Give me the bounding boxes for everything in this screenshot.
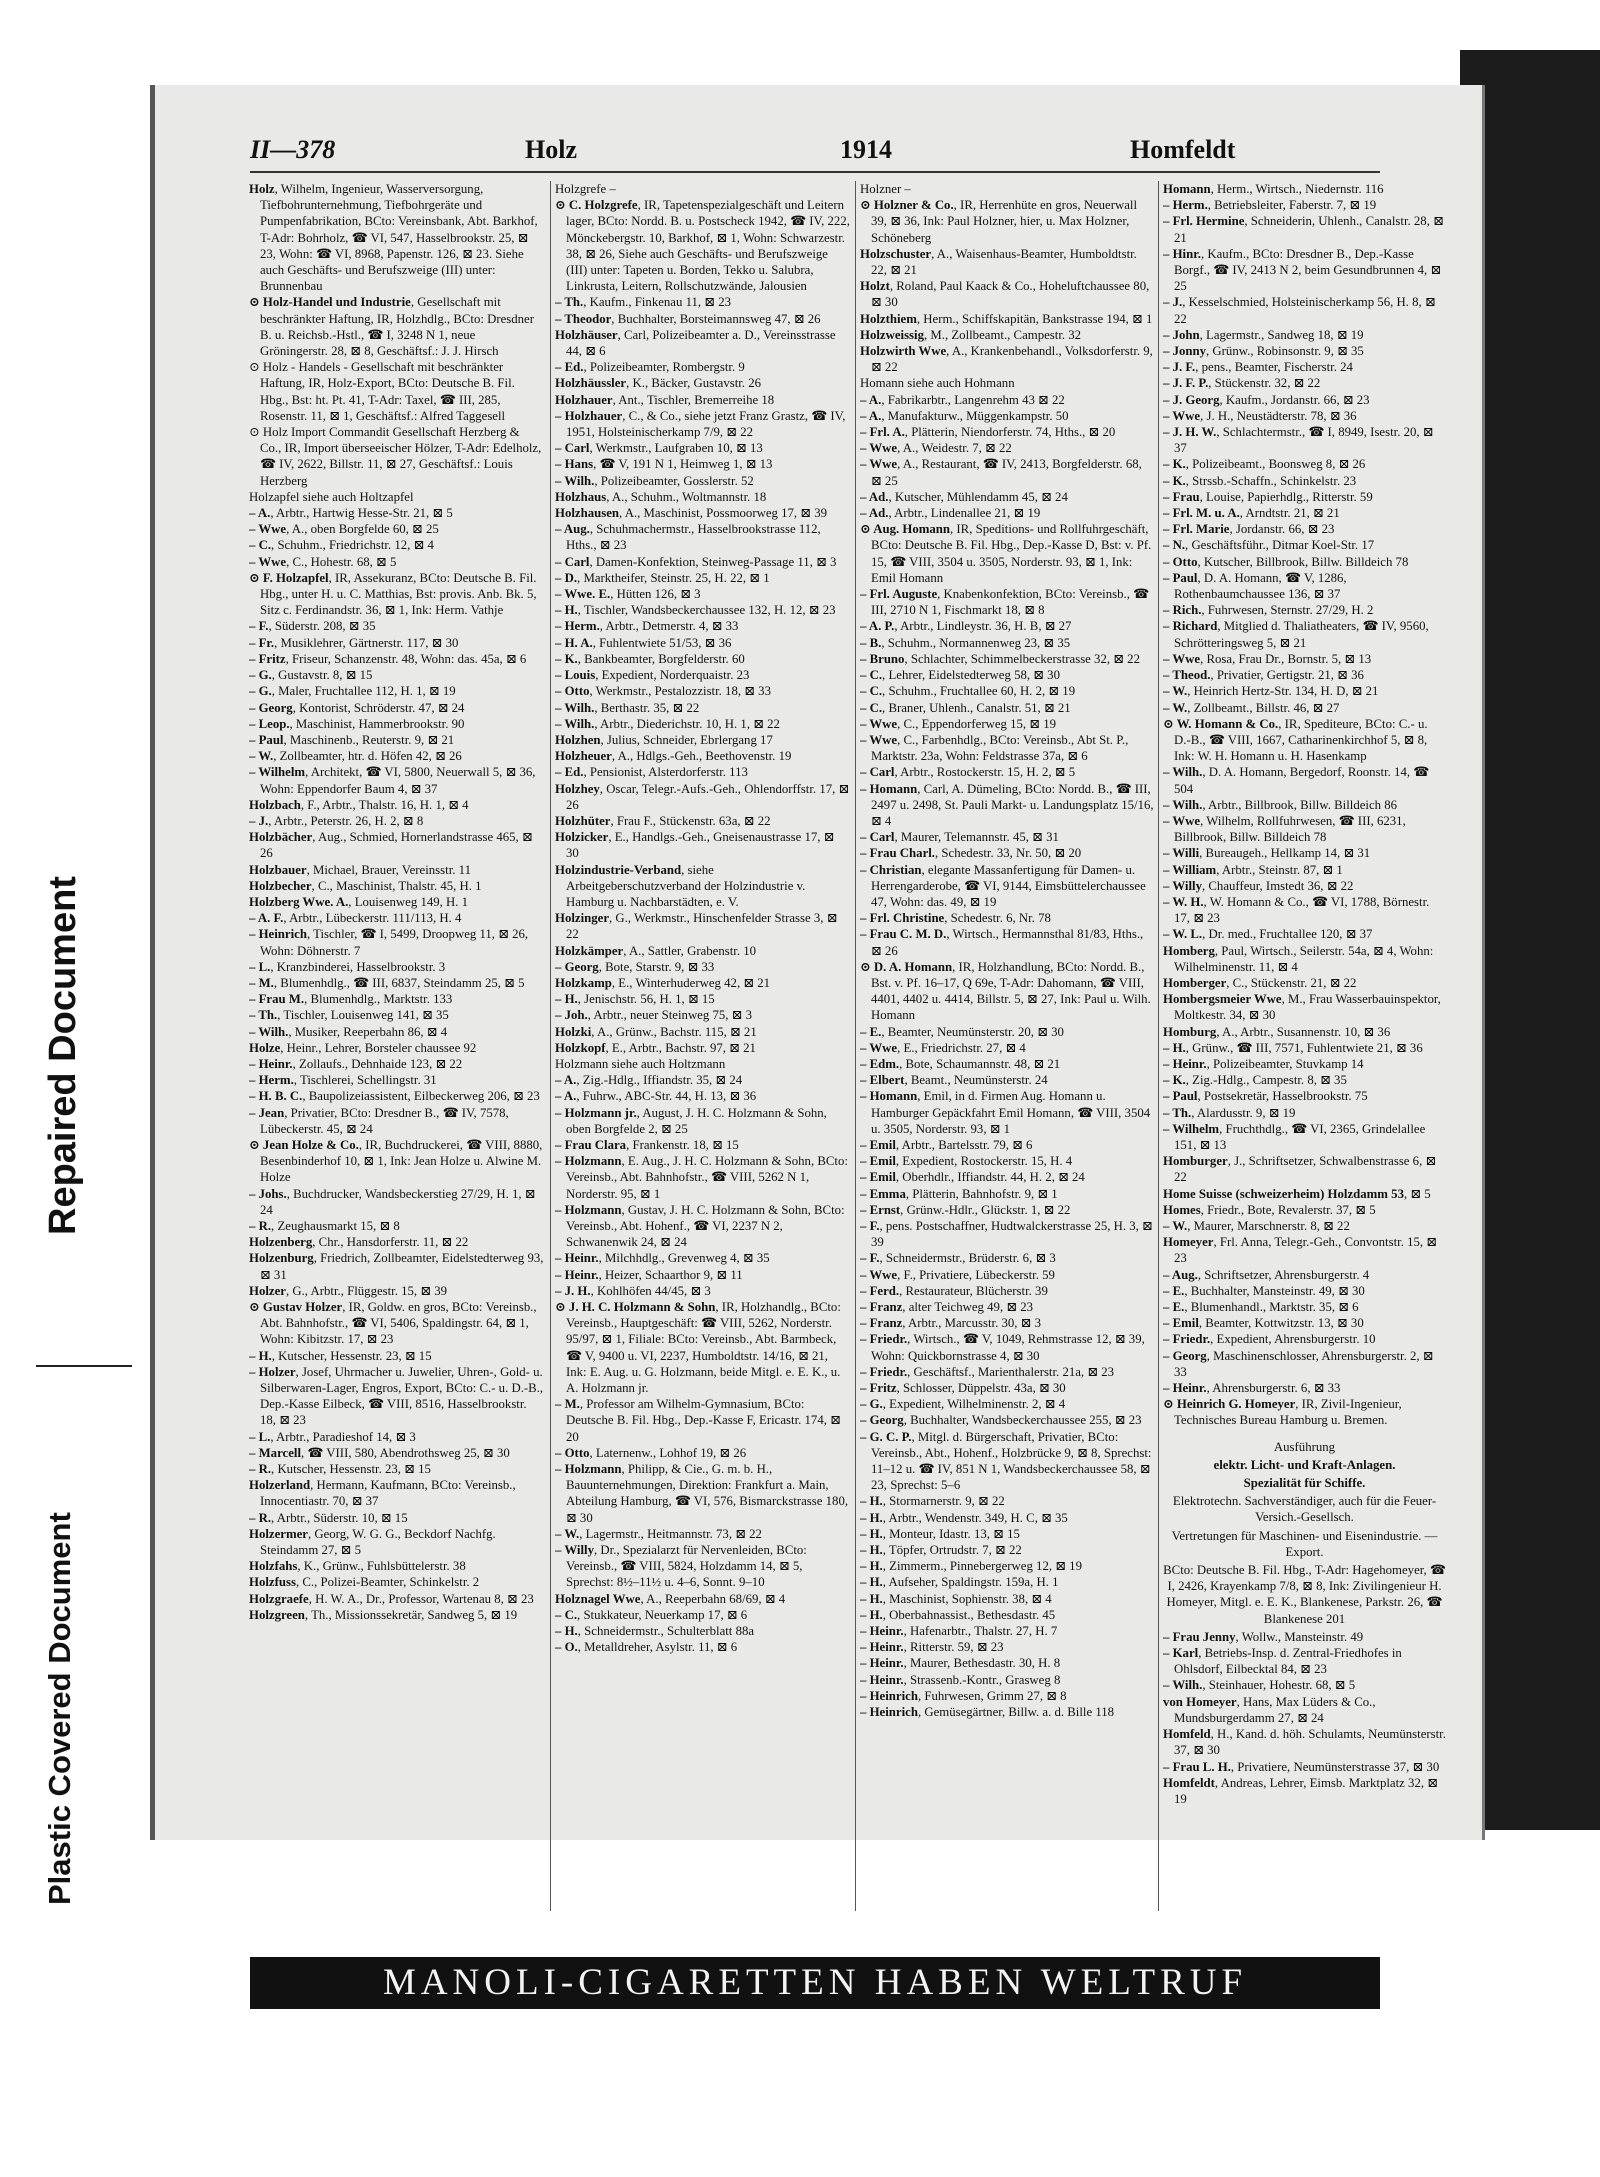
directory-entry: – Wwe, J. H., Neustädterstr. 78, ⊠ 36 [1163, 408, 1357, 423]
directory-entry: – Otto, Werkmstr., Pestalozzistr. 18, ⊠ 33 [555, 684, 771, 699]
directory-entry: – William, Arbtr., Steinstr. 87, ⊠ 1 [1163, 862, 1343, 877]
directory-entry: – L., Arbtr., Paradieshof 14, ⊠ 3 [249, 1429, 416, 1444]
directory-entry: – E., Beamter, Neumünsterstr. 20, ⊠ 30 [860, 1024, 1064, 1039]
directory-entry: – Wilh., Arbtr., Diederichstr. 10, H. 1, ⊠ 22 [555, 716, 780, 731]
directory-entry: Holzicker, E., Handlgs.-Geh., Gneisenaustrasse 17, ⊠ 30 [555, 830, 835, 861]
directory-entry: – Edm., Bote, Schaumannstr. 48, ⊠ 21 [860, 1056, 1061, 1071]
directory-entry: – Frl. M. u. A., Arndtstr. 21, ⊠ 21 [1163, 506, 1340, 521]
directory-entry: Holzki, A., Grünw., Bachstr. 115, ⊠ 21 [555, 1024, 757, 1039]
directory-entry: – Fritz, Schlosser, Düppelstr. 43a, ⊠ 30 [860, 1381, 1066, 1396]
directory-entry: – Frau L. H., Privatiere, Neumünsterstrasse 37, ⊠ 30 [1163, 1759, 1440, 1774]
directory-entry: Holzhen, Julius, Schneider, Ebrlergang 17 [555, 732, 773, 747]
directory-entry: Hombergsmeier Wwe, M., Frau Wasserbauinspektor, Moltkestr. 34, ⊠ 30 [1163, 992, 1441, 1023]
directory-entry: – E., Buchhalter, Mansteinstr. 49, ⊠ 30 [1163, 1283, 1365, 1298]
directory-entry: Holzhüter, Frau F., Stückenstr. 63a, ⊠ 22 [555, 813, 771, 828]
directory-entry: – K., Strssb.-Schaffn., Schinkelstr. 23 [1163, 473, 1357, 488]
directory-entry: – Wwe, E., Friedrichstr. 27, ⊠ 4 [860, 1040, 1026, 1055]
directory-entry: – Wilh., Steinhauer, Hohestr. 68, ⊠ 5 [1163, 1678, 1356, 1693]
directory-entry: – A., Fuhrw., ABC-Str. 44, H. 13, ⊠ 36 [555, 1089, 757, 1104]
directory-entry: – J. F., pens., Beamter, Fischerstr. 24 [1163, 360, 1353, 375]
column-4-entries [1163, 181, 1446, 1429]
directory-entry: – Heinrich, Tischler, ☎ I, 5499, Droopweg 11, ⊠ 26, Wohn: Döhnerstr. 7 [249, 927, 529, 958]
directory-entry: – Homann, Carl, A. Dümeling, BCto: Nordd. B., ☎ III, 2497 u. 2498, St. Pauli Markt- u. Landungsplatz 15/16, ⊠ 4 [860, 781, 1154, 828]
directory-entry: – C., Lehrer, Eidelstedterweg 58, ⊠ 30 [860, 668, 1060, 683]
directory-entry: – Holzer, Josef, Uhrmacher u. Juwelier, Uhren-, Gold- u. Silberwaren-Lager, Engros, Export, BCto: C.- u. D.-B., Dep.-Kasse Eilbeck, ☎ VIII, 8516, Hasselbrookstr. 18, ⊠ 23 [249, 1364, 544, 1428]
directory-entry: – Aug., Schriftsetzer, Ahrensburgerstr. 4 [1163, 1267, 1370, 1282]
directory-entry: – Heinrich, Fuhrwesen, Grimm 27, ⊠ 8 [860, 1688, 1067, 1703]
directory-entry: Holzbach, F., Arbtr., Thalstr. 16, H. 1, ⊠ 4 [249, 797, 469, 812]
directory-entry: – N., Geschäftsführ., Ditmar Koel-Str. 17 [1163, 538, 1375, 553]
directory-entry: – Georg, Buchhalter, Wandsbeckerchaussee 255, ⊠ 23 [860, 1413, 1142, 1428]
directory-entry: Holze, Heinr., Lehrer, Borsteler chaussee 92 [249, 1040, 477, 1055]
directory-entry: – Holzhauer, C., & Co., siehe jetzt Franz Grastz, ☎ IV, 1951, Holsteinischerkamp 7/9, ⊠ 22 [555, 408, 846, 440]
directory-entry: – G. C. P., Mitgl. d. Bürgerschaft, Privatier, BCto: Vereinsb., Abt., Hohenf., Holzbrücke 9, ⊠ 8, Sprechst: 11–12 u. ☎ IV, 851 N 1, Wandsbeckerchaussee 58, ⊠ 23, Sprechst: 5–6 [860, 1429, 1152, 1493]
directory-entry: – H., Töpfer, Ortrudstr. 7, ⊠ 22 [860, 1543, 1022, 1558]
directory-entry: – Louis, Expedient, Norderquaistr. 23 [555, 668, 750, 683]
directory-entry: – Wwe, F., Privatiere, Lübeckerstr. 59 [860, 1267, 1055, 1282]
directory-entry: Homburger, J., Schriftsetzer, Schwalbenstrasse 6, ⊠ 22 [1163, 1154, 1437, 1185]
directory-entry: – K., Polizeibeamt., Boonsweg 8, ⊠ 26 [1163, 457, 1366, 472]
directory-entry: – Ad., Kutscher, Mühlendamm 45, ⊠ 24 [860, 489, 1068, 504]
directory-entry: – Friedr., Wirtsch., ☎ V, 1049, Rehmstrasse 12, ⊠ 39, Wohn: Quickbornstrasse 4, ⊠ 30 [860, 1332, 1145, 1363]
directory-entry: – Ed., Pensionist, Alsterdorferstr. 113 [555, 765, 748, 780]
directory-entry: – Joh., Arbtr., neuer Steinweg 75, ⊠ 3 [555, 1008, 752, 1023]
directory-entry: – F., pens. Postschaffner, Hudtwalckerstrasse 25, H. 3, ⊠ 39 [860, 1219, 1153, 1250]
directory-entry: Holzermer, Georg, W. G. G., Beckdorf Nachfg. Steindamm 27, ⊠ 5 [249, 1526, 496, 1558]
header-right-keyword: Homfeldt [1130, 135, 1236, 164]
directory-entry: Homann siehe auch Hohmann [860, 376, 1015, 391]
directory-entry: Holzhäussler, K., Bäcker, Gustavstr. 26 [555, 376, 762, 391]
directory-entry: – C., Schuhm., Friedrichstr. 12, ⊠ 4 [249, 538, 434, 553]
directory-entry: – H., Grünw., ☎ III, 7571, Fuhlentwiete 21, ⊠ 36 [1163, 1040, 1423, 1055]
directory-entry: – Herm., Tischlerei, Schellingstr. 31 [249, 1073, 437, 1088]
directory-entry: – H., Tischler, Wandsbeckerchaussee 132, H. 12, ⊠ 23 [555, 603, 836, 618]
directory-entry: Holznagel Wwe, A., Reeperbahn 68/69, ⊠ 4 [555, 1591, 786, 1606]
directory-entry: – Wwe, Rosa, Frau Dr., Bornstr. 5, ⊠ 13 [1163, 651, 1372, 666]
directory-entry: – W., Zollbeamt., Billstr. 46, ⊠ 27 [1163, 700, 1340, 715]
directory-entry: – Frau, Louise, Papierhdlg., Ritterstr. 59 [1163, 489, 1373, 504]
directory-entry: – Friedr., Expedient, Ahrensburgerstr. 10 [1163, 1332, 1376, 1347]
directory-entry: – Georg, Bote, Starstr. 9, ⊠ 33 [555, 959, 715, 974]
directory-entry: – Herm., Arbtr., Detmerstr. 4, ⊠ 33 [555, 619, 739, 634]
directory-entry: – Hans, ☎ V, 191 N 1, Heimweg 1, ⊠ 13 [555, 457, 773, 472]
directory-entry: – A., Zig.-Hdlg., Iffiandstr. 35, ⊠ 24 [555, 1073, 743, 1088]
directory-entry: – W. L., Dr. med., Fruchtallee 120, ⊠ 37 [1163, 927, 1373, 942]
directory-entry: – G., Gustavstr. 8, ⊠ 15 [249, 668, 373, 683]
directory-entry: Holzhäuser, Carl, Polizeibeamter a. D., Vereinsstrasse 44, ⊠ 6 [555, 327, 836, 359]
directory-entry: – Christian, elegante Massanfertigung für Damen- u. Herrengarderobe, ☎ VI, 9144, Eimsbüttelerchaussee 47, Wohn: das. 49, ⊠ 19 [860, 862, 1146, 909]
directory-entry: Holzwirth Wwe, A., Krankenbehandl., Volksdorferstr. 9, ⊠ 22 [860, 344, 1153, 375]
directory-entry: – H. B. C., Baupolizeiassistent, Eilbeckerweg 206, ⊠ 23 [249, 1089, 540, 1104]
directory-entry: – Friedr., Geschäftsf., Marienthalerstr. 21a, ⊠ 23 [860, 1364, 1115, 1379]
directory-entry: ⊙ W. Homann & Co., IR, Spediteure, BCto: C.- u. D.-B., ☎ VIII, 1667, Catharinenkirchhof 5, ⊠ 8, Ink: W. H. Homann u. H. Hasenkamp [1163, 716, 1428, 764]
directory-entry: von Homeyer, Hans, Max Lüders & Co., Mundsburgerdamm 27, ⊠ 24 [1163, 1694, 1376, 1725]
directory-entry: – Wilhelm, Fruchthdlg., ☎ VI, 2365, Grindelallee 151, ⊠ 13 [1163, 1121, 1426, 1152]
directory-entry: – O., Metalldreher, Asylstr. 11, ⊠ 6 [555, 1640, 738, 1655]
directory-entry: Holzenberg, Chr., Hansdorferstr. 11, ⊠ 22 [249, 1235, 469, 1250]
directory-entry: – H., Monteur, Idastr. 13, ⊠ 15 [860, 1526, 1020, 1541]
directory-entry: – J. H. W., Schlachtermstr., ☎ I, 8949, Isestr. 20, ⊠ 37 [1163, 425, 1434, 456]
page-header [250, 135, 1380, 167]
directory-entry: Home Suisse (schweizerheim) Holzdamm 53, ⊠ 5 [1163, 1186, 1431, 1201]
directory-entry: – Holzmann, Philipp, & Cie., G. m. b. H., Bauunternehmungen, Direktion: Frankfurt a. Main, Abteilung Hamburg, ☎ VI, 576, Bismarckstrasse 180, ⊠ 30 [555, 1462, 849, 1525]
repaired-document-label: Repaired Document [42, 876, 84, 1235]
directory-entry: – Georg, Maschinenschlosser, Ahrensburgerstr. 2, ⊠ 33 [1163, 1348, 1434, 1379]
homeyer-advertisement [1163, 1439, 1446, 1627]
header-rule [250, 171, 1380, 173]
directory-entry: – Heinr., Ritterstr. 59, ⊠ 23 [860, 1640, 1004, 1655]
directory-entry: – Jean, Privatier, BCto: Dresdner B., ☎ IV, 7578, Lübeckerstr. 45, ⊠ 24 [249, 1105, 509, 1136]
directory-entry: – Holzmann, Gustav, J. H. C. Holzmann & Sohn, BCto: Vereinsb., Abt. Hohenf., ☎ VI, 2237 N 2, Schwanenwik 24, ⊠ 24 [555, 1202, 845, 1250]
directory-entry: Holzner – [860, 182, 911, 196]
advertisement-line: BCto: Deutsche B. Fil. Hbg., T-Adr: Hagehomeyer, ☎ I, 2426, Krayenkamp 7/8, ⊠ 8, Ink: Zivilingenieur H. Homeyer, Mitgl. e. E. K., Blankenese, Parkstr. 26, ☎ Blankenese 201 [1163, 1563, 1446, 1626]
directory-entry: – Paul, Postsekretär, Hasselbrookstr. 75 [1163, 1089, 1368, 1104]
directory-entry: – Heinr., Hafenarbtr., Thalstr. 27, H. 7 [860, 1624, 1058, 1639]
directory-entry: – H., Zimmerm., Pinnebergerweg 12, ⊠ 19 [860, 1559, 1082, 1574]
directory-entry: – Wilh., D. A. Homann, Bergedorf, Roonstr. 14, ☎ 504 [1163, 765, 1430, 796]
directory-entry: – Emil, Oberhdlr., Iffiandstr. 44, H. 2, ⊠ 24 [860, 1170, 1085, 1185]
directory-entry: Holzweissig, M., Zollbeamt., Campestr. 32 [860, 327, 1082, 342]
directory-entry: – Jonny, Grünw., Robinsonstr. 9, ⊠ 35 [1163, 344, 1364, 359]
directory-entry: Holzerland, Hermann, Kaufmann, BCto: Vereinsb., Innocentiastr. 70, ⊠ 37 [249, 1478, 516, 1509]
directory-entry: – Willy, Chauffeur, Imstedt 36, ⊠ 22 [1163, 878, 1354, 893]
directory-entry: Homberg, Paul, Wirtsch., Seilerstr. 54a, ⊠ 4, Wohn: Wilhelminenstr. 11, ⊠ 4 [1163, 943, 1434, 974]
directory-entry: – Paul, D. A. Homann, ☎ V, 1286, Rothenbaumchaussee 136, ⊠ 37 [1163, 570, 1347, 602]
directory-entry: – R., Kutscher, Hessenstr. 23, ⊠ 15 [249, 1462, 431, 1477]
directory-entry: – Hinr., Kaufm., BCto: Dresdner B., Dep.-Kasse Borgf., ☎ IV, 2413 N 2, beim Gesundbrunnen 4, ⊠ 25 [1163, 246, 1442, 294]
directory-entry: – H. A., Fuhlentwiete 51/53, ⊠ 36 [555, 635, 732, 650]
directory-entry: – D., Marktheifer, Steinstr. 25, H. 22, ⊠ 1 [555, 570, 770, 585]
directory-entry: – Holzmann, E. Aug., J. H. C. Holzmann & Sohn, BCto: Vereinsb., Abt. Bahnhofstr., ☎ VIII, 5262 N 1, Norderstr. 95, ⊠ 1 [555, 1154, 848, 1201]
directory-entry: – F., Süderstr. 208, ⊠ 35 [249, 619, 376, 634]
directory-entry: – John, Lagermstr., Sandweg 18, ⊠ 19 [1163, 327, 1364, 342]
directory-entry: – Franz, Arbtr., Marcusstr. 30, ⊠ 3 [860, 1316, 1041, 1331]
directory-entry: – Th., Tischler, Louisenweg 141, ⊠ 35 [249, 1008, 449, 1023]
directory-entry: – Emil, Arbtr., Bartelsstr. 79, ⊠ 6 [860, 1137, 1033, 1152]
directory-entry: ⊙ Gustav Holzer, IR, Goldw. en gros, BCto: Vereinsb., Abt. Bahnhofstr., ☎ VI, 5406, Spaldingstr. 64, ⊠ 1, Wohn: Kibitzstr. 17, ⊠ 23 [249, 1300, 537, 1347]
directory-entry: – Rich., Fuhrwesen, Sternstr. 27/29, H. 2 [1163, 603, 1374, 618]
directory-entry: ⊙ Holz Import Commandit Gesellschaft Herzberg & Co., IR, Import überseeischer Hölzer, T-Adr: Edelholz, ☎ IV, 2622, Billstr. 11, ⊠ 27, Geschäftsf.: Louis Herzberg [249, 425, 542, 488]
directory-column-3 [855, 181, 1155, 1911]
directory-entry: ⊙ Jean Holze & Co., IR, Buchdruckerei, ☎ VIII, 8880, Besenbinderhof 10, ⊠ 1, Ink: Jean Holze u. Alwine M. Holze [249, 1137, 543, 1185]
directory-entry: – W., Zollbeamter, htr. d. Höfen 42, ⊠ 26 [249, 749, 462, 764]
plastic-covered-document-label: Plastic Covered Document [42, 1512, 77, 1905]
directory-entry: – Paul, Maschinenb., Reuterstr. 9, ⊠ 21 [249, 732, 455, 747]
directory-entry: Homburg, A., Arbtr., Susannenstr. 10, ⊠ 36 [1163, 1024, 1391, 1039]
directory-entry: – A., Fabrikarbtr., Langenrehm 43 ⊠ 22 [860, 392, 1065, 407]
directory-entry: – Wilhelm, Architekt, ☎ VI, 5800, Neuerwall 5, ⊠ 36, Wohn: Eppendorfer Baum 4, ⊠ 37 [249, 765, 536, 796]
directory-entry: ⊙ J. H. C. Holzmann & Sohn, IR, Holzhandlg., BCto: Vereinsb., Hauptgeschäft: ☎ VIII, 5262, Norderstr. 95/97, ⊠ 1, Filiale: BCto: Vereinsb., Abt. Barmbeck, ☎ V, 9400 u. VI, 2237, Humboldtstr. 14/16, ⊠ 21, Ink: E. Aug. u. G. Holzmann, beide Mitgl. e. E. K., u. A. Holzmann jr. [555, 1300, 841, 1396]
directory-entry: – R., Zeughausmarkt 15, ⊠ 8 [249, 1219, 400, 1233]
directory-entry: Holzgrefe – [555, 182, 616, 196]
directory-entry: Holzhauer, Ant., Tischler, Bremerreihe 18 [555, 392, 775, 407]
directory-entry: – Heinr., Polizeibeamter, Stuvkamp 14 [1163, 1056, 1364, 1071]
directory-entry: – Wwe, C., Eppendorferweg 15, ⊠ 19 [860, 716, 1057, 731]
directory-entry: Holzkämper, A., Sattler, Grabenstr. 10 [555, 943, 757, 958]
directory-entry: – Heinr., Heizer, Schaarthor 9, ⊠ 11 [555, 1267, 743, 1282]
directory-entry: – H., Aufseher, Spaldingstr. 159a, H. 1 [860, 1575, 1059, 1590]
directory-entry: – W. H., W. Homann & Co., ☎ VI, 1788, Börnestr. 17, ⊠ 23 [1163, 894, 1430, 926]
directory-entry: Homeyer, Frl. Anna, Telegr.-Geh., Convontstr. 15, ⊠ 23 [1163, 1235, 1438, 1266]
directory-entry: Holzenburg, Friedrich, Zollbeamter, Eidelstedterweg 93, ⊠ 31 [249, 1251, 544, 1282]
directory-entry: Holzbauer, Michael, Brauer, Vereinsstr. 11 [249, 862, 471, 877]
directory-entry: – Frau M., Blumenhdlg., Marktstr. 133 [249, 992, 453, 1007]
directory-entry: – Johs., Buchdrucker, Wandsbeckerstieg 27/29, H. 1, ⊠ 24 [249, 1186, 536, 1217]
advertisement-line: Elektrotechn. Sachverständiger, auch für die Feuer-Versich.-Gesellsch. [1172, 1494, 1437, 1525]
directory-entry: – Elbert, Beamt., Neumünsterstr. 24 [860, 1073, 1048, 1088]
directory-entry: – H., Schneidermstr., Schulterblatt 88a [555, 1624, 755, 1639]
directory-entry: – Wwe, A., Restaurant, ☎ IV, 2413, Borgfelderstr. 68, ⊠ 25 [860, 457, 1142, 488]
directory-entry: Holzhausen, A., Maschinist, Possmoorweg 17, ⊠ 39 [555, 506, 828, 521]
directory-entry: Holzfahs, K., Grünw., Fuhlsbüttelerstr. 38 [249, 1559, 466, 1574]
directory-entry: – J., Arbtr., Peterstr. 26, H. 2, ⊠ 8 [249, 813, 424, 828]
directory-entry: – W., Lagermstr., Heitmannstr. 73, ⊠ 22 [555, 1526, 762, 1541]
directory-entry: – Carl, Werkmstr., Laufgraben 10, ⊠ 13 [555, 441, 763, 456]
directory-entry: – Wwe. E., Hütten 126, ⊠ 3 [555, 587, 701, 602]
directory-entry: – W., Heinrich Hertz-Str. 134, H. D, ⊠ 21 [1163, 684, 1379, 699]
directory-entry: – H., Arbtr., Wendenstr. 349, H. C, ⊠ 35 [860, 1510, 1068, 1525]
directory-entry: – Wwe, A., Weidestr. 7, ⊠ 22 [860, 441, 1012, 456]
directory-entry: – Franz, alter Teichweg 49, ⊠ 23 [860, 1300, 1034, 1315]
directory-entry: Holzheuer, A., Hdlgs.-Geh., Beethovenstr. 19 [555, 749, 792, 764]
directory-entry: Holzindustrie-Verband, siehe Arbeitgeberschutzverband der Holzindustrie v. Hamburg u. Nachbarstädten, e. V. [555, 862, 806, 909]
column-4-tail-entries [1163, 1629, 1446, 1807]
directory-entry: – L., Kranzbinderei, Hasselbrookstr. 3 [249, 959, 446, 974]
directory-entry: – Fritz, Friseur, Schanzenstr. 48, Wohn: das. 45a, ⊠ 6 [249, 651, 527, 666]
advertisement-line: Vertretungen für Maschinen- und Eisenindustrie. — Export. [1171, 1528, 1438, 1559]
directory-entry: – Carl, Arbtr., Rostockerstr. 15, H. 2, ⊠ 5 [860, 765, 1076, 780]
directory-entry: – Wilh., Musiker, Reeperbahn 86, ⊠ 4 [249, 1024, 448, 1039]
directory-entry: – F., Schneidermstr., Brüderstr. 6, ⊠ 3 [860, 1251, 1056, 1266]
directory-entry: – C., Schuhm., Fruchtallee 60, H. 2, ⊠ 19 [860, 684, 1076, 699]
directory-entry: – Wwe, C., Farbenhdlg., BCto: Vereinsb., Abt St. P., Marktstr. 23a, Wohn: Feldstrasse 37a, ⊠ 6 [860, 732, 1129, 764]
directory-entry: Holz, Wilhelm, Ingenieur, Wasserversorgung, Tiefbohrunternehmung, Tiefbohrgeräte und Pumpenfabrikation, BCto: Vereinsbank, Abt. Barkhof, T-Adr: Bohrholz, ☎ VI, 547, Hasselbrookstr. 25, ⊠ 23, Wohn: ☎ VI, 8968, Papenstr. 126, ⊠ 23. Siehe auch Geschäfts- und Berufszweige (III) unter: Brunnenbau [249, 182, 538, 294]
directory-entry: – Th., Alardusstr. 9, ⊠ 19 [1163, 1105, 1296, 1120]
directory-entry: Homes, Friedr., Bote, Revalerstr. 37, ⊠ 5 [1163, 1202, 1376, 1217]
advertisement-line: Ausführung [1273, 1439, 1336, 1454]
directory-entry: – A. F., Arbtr., Lübeckerstr. 111/113, H. 4 [249, 911, 462, 926]
directory-entry: – Herm., Betriebsleiter, Faberstr. 7, ⊠ 19 [1163, 198, 1377, 213]
header-left-keyword: Holz [525, 135, 577, 164]
directory-entry: – A., Manufakturw., Müggenkampstr. 50 [860, 408, 1069, 423]
directory-entry: Holzberg Wwe. A., Louisenweg 149, H. 1 [249, 894, 469, 909]
directory-entry: – Otto, Kutscher, Billbrook, Billw. Billdeich 78 [1163, 554, 1409, 569]
directory-entry: – Th., Kaufm., Finkenau 11, ⊠ 23 [555, 295, 732, 310]
directory-entry: ⊙ Aug. Homann, IR, Speditions- und Rollfuhrgeschäft, BCto: Deutsche B. Fil. Hbg., Dep.-Kasse D, Bst: v. Pf. 15, ☎ VIII, 3504 u. 3505, Norderstr. 93, ⊠ 1, Ink: Emil Homann [860, 522, 1152, 585]
directory-entry: ⊙ C. Holzgrefe, IR, Tapetenspezialgeschäft und Leitern lager, BCto: Nordd. B. u. Postscheck 1942, ☎ IV, 222, Mönckebergstr. 10, Barkhof, ⊠ 1, Wohn: Schwarzestr. 38, ⊠ 26, Siehe auch Geschäfts- und Berufszweige (III) unter: Tapeten u. Borden, Tekko u. Salubra, Linkrusta, Leitern, Rollschutzwände, Jalousien [555, 198, 850, 294]
directory-entry: – H., Oberbahnassist., Bethesdastr. 45 [860, 1607, 1056, 1622]
directory-entry: – Willy, Dr., Spezialarzt für Nervenleiden, BCto: Vereinsb., ☎ VIII, 5824, Holzdamm 14, ⊠ 5, Sprechst: 8½–11½ u. 4–6, Sonnt. 9–10 [555, 1543, 807, 1590]
directory-entry: Holzinger, G., Werkmstr., Hinschenfelder Strasse 3, ⊠ 22 [555, 911, 838, 942]
directory-entry: – Frl. Auguste, Knabenkonfektion, BCto: Vereinsb., ☎ III, 2710 N 1, Fischmarkt 18, ⊠ 8 [860, 587, 1150, 618]
directory-entry: – Karl, Betriebs-Insp. d. Zentral-Friedhofes in Ohlsdorf, Eilbecktal 84, ⊠ 23 [1163, 1646, 1402, 1677]
directory-entry: Homfeldt, Andreas, Lehrer, Eimsb. Marktplatz 32, ⊠ 19 [1163, 1775, 1438, 1806]
directory-entry: Holzhaus, A., Schuhm., Woltmannstr. 18 [555, 489, 767, 504]
directory-entry: Holzer, G., Arbtr., Flüggestr. 15, ⊠ 39 [249, 1283, 448, 1298]
directory-entry: – Ferd., Restaurateur, Blücherstr. 39 [860, 1283, 1048, 1298]
directory-entry: – K., Bankbeamter, Borgfelderstr. 60 [555, 651, 745, 666]
directory-entry: Holzapfel siehe auch Holtzapfel [249, 489, 414, 504]
directory-entry: Holzschuster, A., Waisenhaus-Beamter, Humboldtstr. 22, ⊠ 21 [860, 246, 1137, 278]
directory-entry: – Ernst, Grünw.-Hdlr., Glückstr. 1, ⊠ 22 [860, 1202, 1071, 1217]
directory-entry: – B., Schuhm., Normannenweg 23, ⊠ 35 [860, 635, 1071, 650]
directory-entry: – J., Kesselschmied, Holsteinischerkamp 56, H. 8, ⊠ 22 [1163, 295, 1436, 326]
header-year: 1914 [840, 135, 892, 164]
directory-entry: Holzbecher, C., Maschinist, Thalstr. 45, H. 1 [249, 878, 482, 893]
advertisement-line: Spezialität für Schiffe. [1243, 1476, 1366, 1491]
advertisement-line: elektr. Licht- und Kraft-Anlagen. [1213, 1457, 1396, 1472]
directory-column-2 [550, 181, 850, 1911]
directory-entry: – Heinrich, Gemüsegärtner, Billw. a. d. Bille 118 [860, 1705, 1115, 1720]
directory-entry: – M., Blumenhdlg., ☎ III, 6837, Steindamm 25, ⊠ 5 [249, 975, 525, 990]
manoli-cigaretten-advert-bar: MANOLI-CIGARETTEN HABEN WELTRUF [250, 1957, 1380, 2009]
directory-entry: – Fr., Musiklehrer, Gärtnerstr. 117, ⊠ 30 [249, 635, 459, 650]
directory-entry: – Marcell, ☎ VIII, 580, Abendrothsweg 25, ⊠ 30 [249, 1445, 510, 1460]
directory-entry: – Wilh., Arbtr., Billbrook, Billw. Billdeich 86 [1163, 797, 1398, 812]
directory-entry: – H., Kutscher, Hessenstr. 23, ⊠ 15 [249, 1348, 432, 1363]
directory-entry: – E., Blumenhandl., Marktstr. 35, ⊠ 6 [1163, 1300, 1359, 1315]
directory-entry: – J. Georg, Kaufm., Jordanstr. 66, ⊠ 23 [1163, 392, 1370, 407]
directory-entry: – Georg, Kontorist, Schröderstr. 47, ⊠ 24 [249, 700, 465, 715]
directory-entry: – A., Arbtr., Hartwig Hesse-Str. 21, ⊠ 5 [249, 506, 453, 521]
directory-entry: – Ed., Polizeibeamter, Rombergstr. 9 [555, 360, 745, 375]
directory-entry: – Holzmann jr., August, J. H. C. Holzmann & Sohn, oben Borgfelde 2, ⊠ 25 [555, 1105, 827, 1136]
directory-entry: – W., Maurer, Marschnerstr. 8, ⊠ 22 [1163, 1219, 1350, 1233]
directory-entry: ⊙ F. Holzapfel, IR, Assekuranz, BCto: Deutsche B. Fil. Hbg., unter H. u. C. Matthias, Bst: provis. Anb. Bk. 5, Sitz c. Ferdinandstr. 36, ⊠ 1, Ink: Herm. Vathje [249, 570, 537, 618]
directory-entry: – Frau Charl., Schedestr. 33, Nr. 50, ⊠ 20 [860, 846, 1082, 861]
page-number: II—378 [250, 135, 336, 164]
directory-entry: – Bruno, Schlachter, Schimmelbeckerstrasse 32, ⊠ 22 [860, 651, 1140, 666]
directory-entry: Holzgreen, Th., Missionssekretär, Sandweg 5, ⊠ 19 [249, 1607, 518, 1622]
directory-entry: – C., Braner, Uhlenh., Canalstr. 51, ⊠ 21 [860, 700, 1071, 715]
directory-entry: – Carl, Maurer, Telemannstr. 45, ⊠ 31 [860, 830, 1059, 845]
directory-entry: Holzkopf, E., Arbtr., Bachstr. 97, ⊠ 21 [555, 1040, 756, 1055]
directory-entry: – Heinr., Maurer, Bethesdastr. 30, H. 8 [860, 1656, 1061, 1671]
directory-entry: – Wilh., Polizeibeamter, Gosslerstr. 52 [555, 473, 754, 488]
directory-entry: – Frl. A., Plätterin, Niendorferstr. 74, Hths., ⊠ 20 [860, 425, 1116, 440]
directory-column-1 [249, 181, 544, 1911]
directory-column-4 [1158, 181, 1446, 1911]
directory-entry: – Leop., Maschinist, Hammerbrookstr. 90 [249, 716, 465, 731]
directory-entry: Homann, Herm., Wirtsch., Niedernstr. 116 [1163, 182, 1384, 196]
directory-entry: – G., Expedient, Wilhelminenstr. 2, ⊠ 4 [860, 1397, 1066, 1412]
directory-entry: – K., Zig.-Hdlg., Campestr. 8, ⊠ 35 [1163, 1073, 1347, 1088]
directory-entry: – C., Stukkateur, Neuerkamp 17, ⊠ 6 [555, 1607, 748, 1622]
directory-entry: – Wwe, Wilhelm, Rollfuhrwesen, ☎ III, 6231, Billbrook, Billw. Billdeich 78 [1163, 813, 1406, 845]
directory-entry: – G., Maler, Fruchtallee 112, H. 1, ⊠ 19 [249, 684, 456, 699]
directory-entry: ⊙ Heinrich G. Homeyer, IR, Zivil-Ingenieur, Technisches Bureau Hamburg u. Bremen. [1163, 1397, 1402, 1428]
directory-entry: ⊙ D. A. Homann, IR, Holzhandlung, BCto: Nordd. B., Bst. v. Pf. 16–17, Q 69e, T-Adr: Dahomann, ☎ VIII, 4401, 4402 u. 4414, Billstr. 5, ⊠ 27, Ink: Paul u. Wilh. Homann [860, 959, 1151, 1023]
directory-entry: – Frau Clara, Frankenstr. 18, ⊠ 15 [555, 1137, 739, 1152]
directory-entry: Holzfuss, C., Polizei-Beamter, Schinkelstr. 2 [249, 1575, 480, 1590]
directory-entry: – H., Jenischstr. 56, H. 1, ⊠ 15 [555, 992, 715, 1007]
directory-entry: – Frl. Christine, Schedestr. 6, Nr. 78 [860, 911, 1051, 926]
directory-entry: ⊙ Holzner & Co., IR, Herrenhüte en gros, Neuerwall 39, ⊠ 36, Ink: Paul Holzner, hier, u. Max Holzner, Schöneberg [860, 198, 1138, 245]
directory-entry: – Frl. Hermine, Schneiderin, Uhlenh., Canalstr. 28, ⊠ 21 [1163, 214, 1444, 245]
directory-entry: Holzkamp, E., Winterhuderweg 42, ⊠ 21 [555, 975, 771, 990]
directory-entry: – Otto, Laternenw., Lohhof 19, ⊠ 26 [555, 1445, 747, 1460]
directory-entry: – Heinr., Milchhdlg., Grevenweg 4, ⊠ 35 [555, 1251, 770, 1266]
directory-entry: – H., Stormarnerstr. 9, ⊠ 22 [860, 1494, 1005, 1509]
directory-entry: Homberger, C., Stückenstr. 21, ⊠ 22 [1163, 975, 1357, 990]
directory-entry: – H., Maschinist, Sophienstr. 38, ⊠ 4 [860, 1591, 1052, 1606]
directory-entry: Holzthiem, Herm., Schiffskapitän, Bankstrasse 194, ⊠ 1 [860, 311, 1153, 326]
directory-entry: – M., Professor am Wilhelm-Gymnasium, BCto: Deutsche B. Fil. Hbg., Dep.-Kasse F, Ericastr. 174, ⊠ 20 [555, 1397, 841, 1444]
directory-entry: – Aug., Schuhmachermstr., Hasselbrookstrasse 112, Hths., ⊠ 23 [555, 522, 821, 553]
directory-entry: – Emil, Expedient, Rostockerstr. 15, H. 4 [860, 1154, 1073, 1169]
directory-entry: – Richard, Mitglied d. Thaliatheaters, ☎ IV, 9560, Schrötteringsweg 5, ⊠ 21 [1163, 619, 1429, 650]
directory-entry: – Emil, Beamter, Kottwitzstr. 13, ⊠ 30 [1163, 1316, 1364, 1331]
directory-entry: – Carl, Damen-Konfektion, Steinweg-Passage 11, ⊠ 3 [555, 554, 837, 569]
directory-entry: – Heinr., Zollaufs., Dehnhaide 123, ⊠ 22 [249, 1056, 463, 1071]
directory-entry: – Willi, Bureaugeh., Hellkamp 14, ⊠ 31 [1163, 846, 1371, 861]
directory-page [150, 85, 1485, 2003]
directory-entry: – R., Arbtr., Süderstr. 10, ⊠ 15 [249, 1510, 408, 1525]
directory-entry: Holzt, Roland, Paul Kaack & Co., Hoheluftchaussee 80, ⊠ 30 [860, 279, 1150, 310]
directory-entry: – Wwe, A., oben Borgfelde 60, ⊠ 25 [249, 522, 439, 537]
directory-entry: – Frl. Marie, Jordanstr. 66, ⊠ 23 [1163, 522, 1335, 537]
directory-entry: – J. H., Kohlhöfen 44/45, ⊠ 3 [555, 1283, 711, 1298]
directory-entry: – Heinr., Strassenb.-Kontr., Grasweg 8 [860, 1672, 1061, 1687]
directory-entry: – Ad., Arbtr., Lindenallee 21, ⊠ 19 [860, 506, 1041, 521]
directory-entry: – J. F. P., Stückenstr. 32, ⊠ 22 [1163, 376, 1321, 391]
directory-entry: – Frau C. M. D., Wirtsch., Hermannsthal 81/83, Hths., ⊠ 26 [860, 927, 1144, 958]
directory-entry: – Wilh., Berthastr. 35, ⊠ 22 [555, 700, 700, 715]
directory-entry: Holzmann siehe auch Holtzmann [555, 1056, 726, 1071]
directory-entry: ⊙ Holz - Handels - Gesellschaft mit beschränkter Haftung, IR, Holz-Export, BCto: Deutsche B. Fil. Hbg., Bst: ht. Pt. 41, T-Adr: Taxel, ☎ III, 285, Rosenstr. 11, ⊠ 1, Geschäftsf.: Alfred Taggesell [249, 360, 515, 423]
directory-entry: – Theodor, Buchhalter, Borsteimannsweg 47, ⊠ 26 [555, 311, 821, 326]
directory-entry: ⊙ Holz-Handel und Industrie, Gesellschaft mit beschränkter Haftung, IR, Holzhdlg., BCto: Dresdner B. u. Reichsb.-Hstl., ☎ I, 3248 N 1, neue Gröningerstr. 28, ⊠ 8, Geschäftsf.: J. J. Hirsch [249, 295, 535, 359]
directory-entry: – A. P., Arbtr., Lindleystr. 36, H. B, ⊠ 27 [860, 619, 1072, 634]
label-separator [36, 1365, 132, 1367]
directory-entry: Holzgraefe, H. W. A., Dr., Professor, Wartenau 8, ⊠ 23 [249, 1591, 534, 1606]
directory-entry: Homfeld, H., Kand. d. höh. Schulamts, Neumünsterstr. 37, ⊠ 30 [1163, 1727, 1446, 1758]
directory-entry: – Heinr., Ahrensburgerstr. 6, ⊠ 33 [1163, 1381, 1341, 1396]
directory-entry: – Frau Jenny, Wollw., Mansteinstr. 49 [1163, 1629, 1364, 1644]
directory-entry: Holzbächer, Aug., Schmied, Hornerlandstrasse 465, ⊠ 26 [249, 830, 533, 861]
directory-entry: Holzhey, Oscar, Telegr.-Aufs.-Geh., Ohlendorffstr. 17, ⊠ 26 [555, 781, 850, 812]
directory-entry: – Theod., Privatier, Gertigstr. 21, ⊠ 36 [1163, 668, 1364, 683]
directory-entry: – Wwe, C., Hohestr. 68, ⊠ 5 [249, 554, 397, 569]
directory-entry: – Homann, Emil, in d. Firmen Aug. Homann u. Hamburger Gepäckfahrt Emil Homann, ☎ VIII, 3504 u. 3505, Norderstr. 93, ⊠ 1 [860, 1089, 1151, 1136]
directory-entry: – Emma, Plätterin, Bahnhofstr. 9, ⊠ 1 [860, 1186, 1058, 1201]
